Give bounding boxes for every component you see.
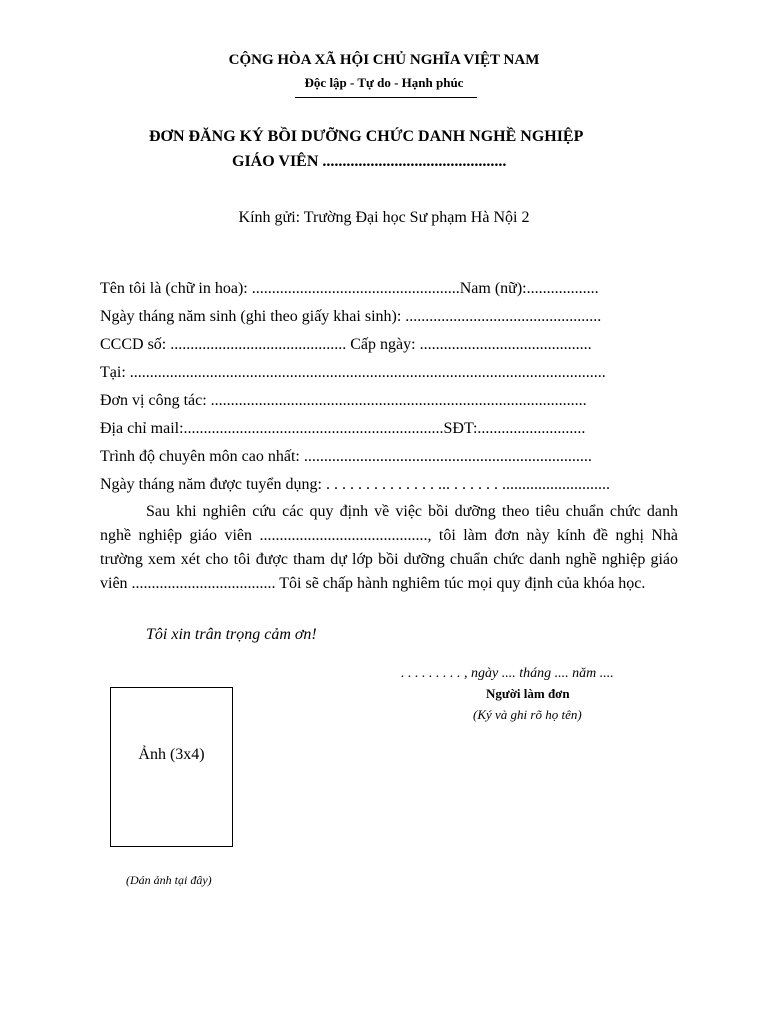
thanks-line: Tôi xin trân trọng cảm ơn! xyxy=(146,626,317,643)
photo-label: Ảnh (3x4) xyxy=(138,746,205,763)
request-paragraph: Sau khi nghiên cứu các quy định về việc bồi dưỡng theo tiêu chuẩn chức danh nghề nghiệp giáo viên .........................................., tôi làm đơn này kính đề nghị Nhà trường xem xét cho tôi được tham dự lớp bồi dưỡng chuẩn chức danh nghề nghiệp giáo viên .................................... Tôi sẽ chấp hành nghiêm túc mọi quy định của khóa học. xyxy=(100,503,678,592)
photo-placeholder-box xyxy=(110,687,233,847)
form-title-line2: GIÁO VIÊN .............................................. xyxy=(232,153,507,170)
field-qualification: Trình độ chuyên môn cao nhất: ........................................................................ xyxy=(100,448,592,465)
recipient: Kính gửi: Trường Đại học Sư phạm Hà Nội 2 xyxy=(238,209,530,226)
signer-label: Người làm đơn xyxy=(486,686,570,701)
motto-underline xyxy=(295,97,477,98)
national-motto: Độc lập - Tự do - Hạnh phúc xyxy=(304,75,464,90)
field-full-name: Tên tôi là (chữ in hoa): ....................................................Nam (nữ):.................. xyxy=(100,280,599,297)
photo-note: (Dán ảnh tại đây) xyxy=(126,873,212,887)
field-date-of-birth: Ngày tháng năm sinh (ghi theo giấy khai sinh): ................................................. xyxy=(100,308,602,325)
signature-date-line: . . . . . . . . . , ngày .... tháng .... năm .... xyxy=(401,666,614,681)
field-issued-at: Tại: ....................................................................................................................... xyxy=(100,364,606,381)
field-email-phone: Địa chỉ mail:.................................................................SĐT:........................... xyxy=(100,420,586,437)
national-name: CỘNG HÒA XÃ HỘI CHỦ NGHĨA VIỆT NAM xyxy=(228,52,540,68)
field-workplace: Đơn vị công tác: .............................................................................................. xyxy=(100,392,587,409)
form-title-line1: ĐƠN ĐĂNG KÝ BỒI DƯỠNG CHỨC DANH NGHỀ NGHIỆP xyxy=(149,128,584,145)
field-recruitment-date: Ngày tháng năm được tuyển dụng: . . . . . . . . . . . . . . ... . . . . . . ........................... xyxy=(100,476,610,493)
field-id-number: CCCD số: ............................................ Cấp ngày: ........................................... xyxy=(100,336,592,353)
signature-note: (Ký và ghi rõ họ tên) xyxy=(473,707,582,722)
